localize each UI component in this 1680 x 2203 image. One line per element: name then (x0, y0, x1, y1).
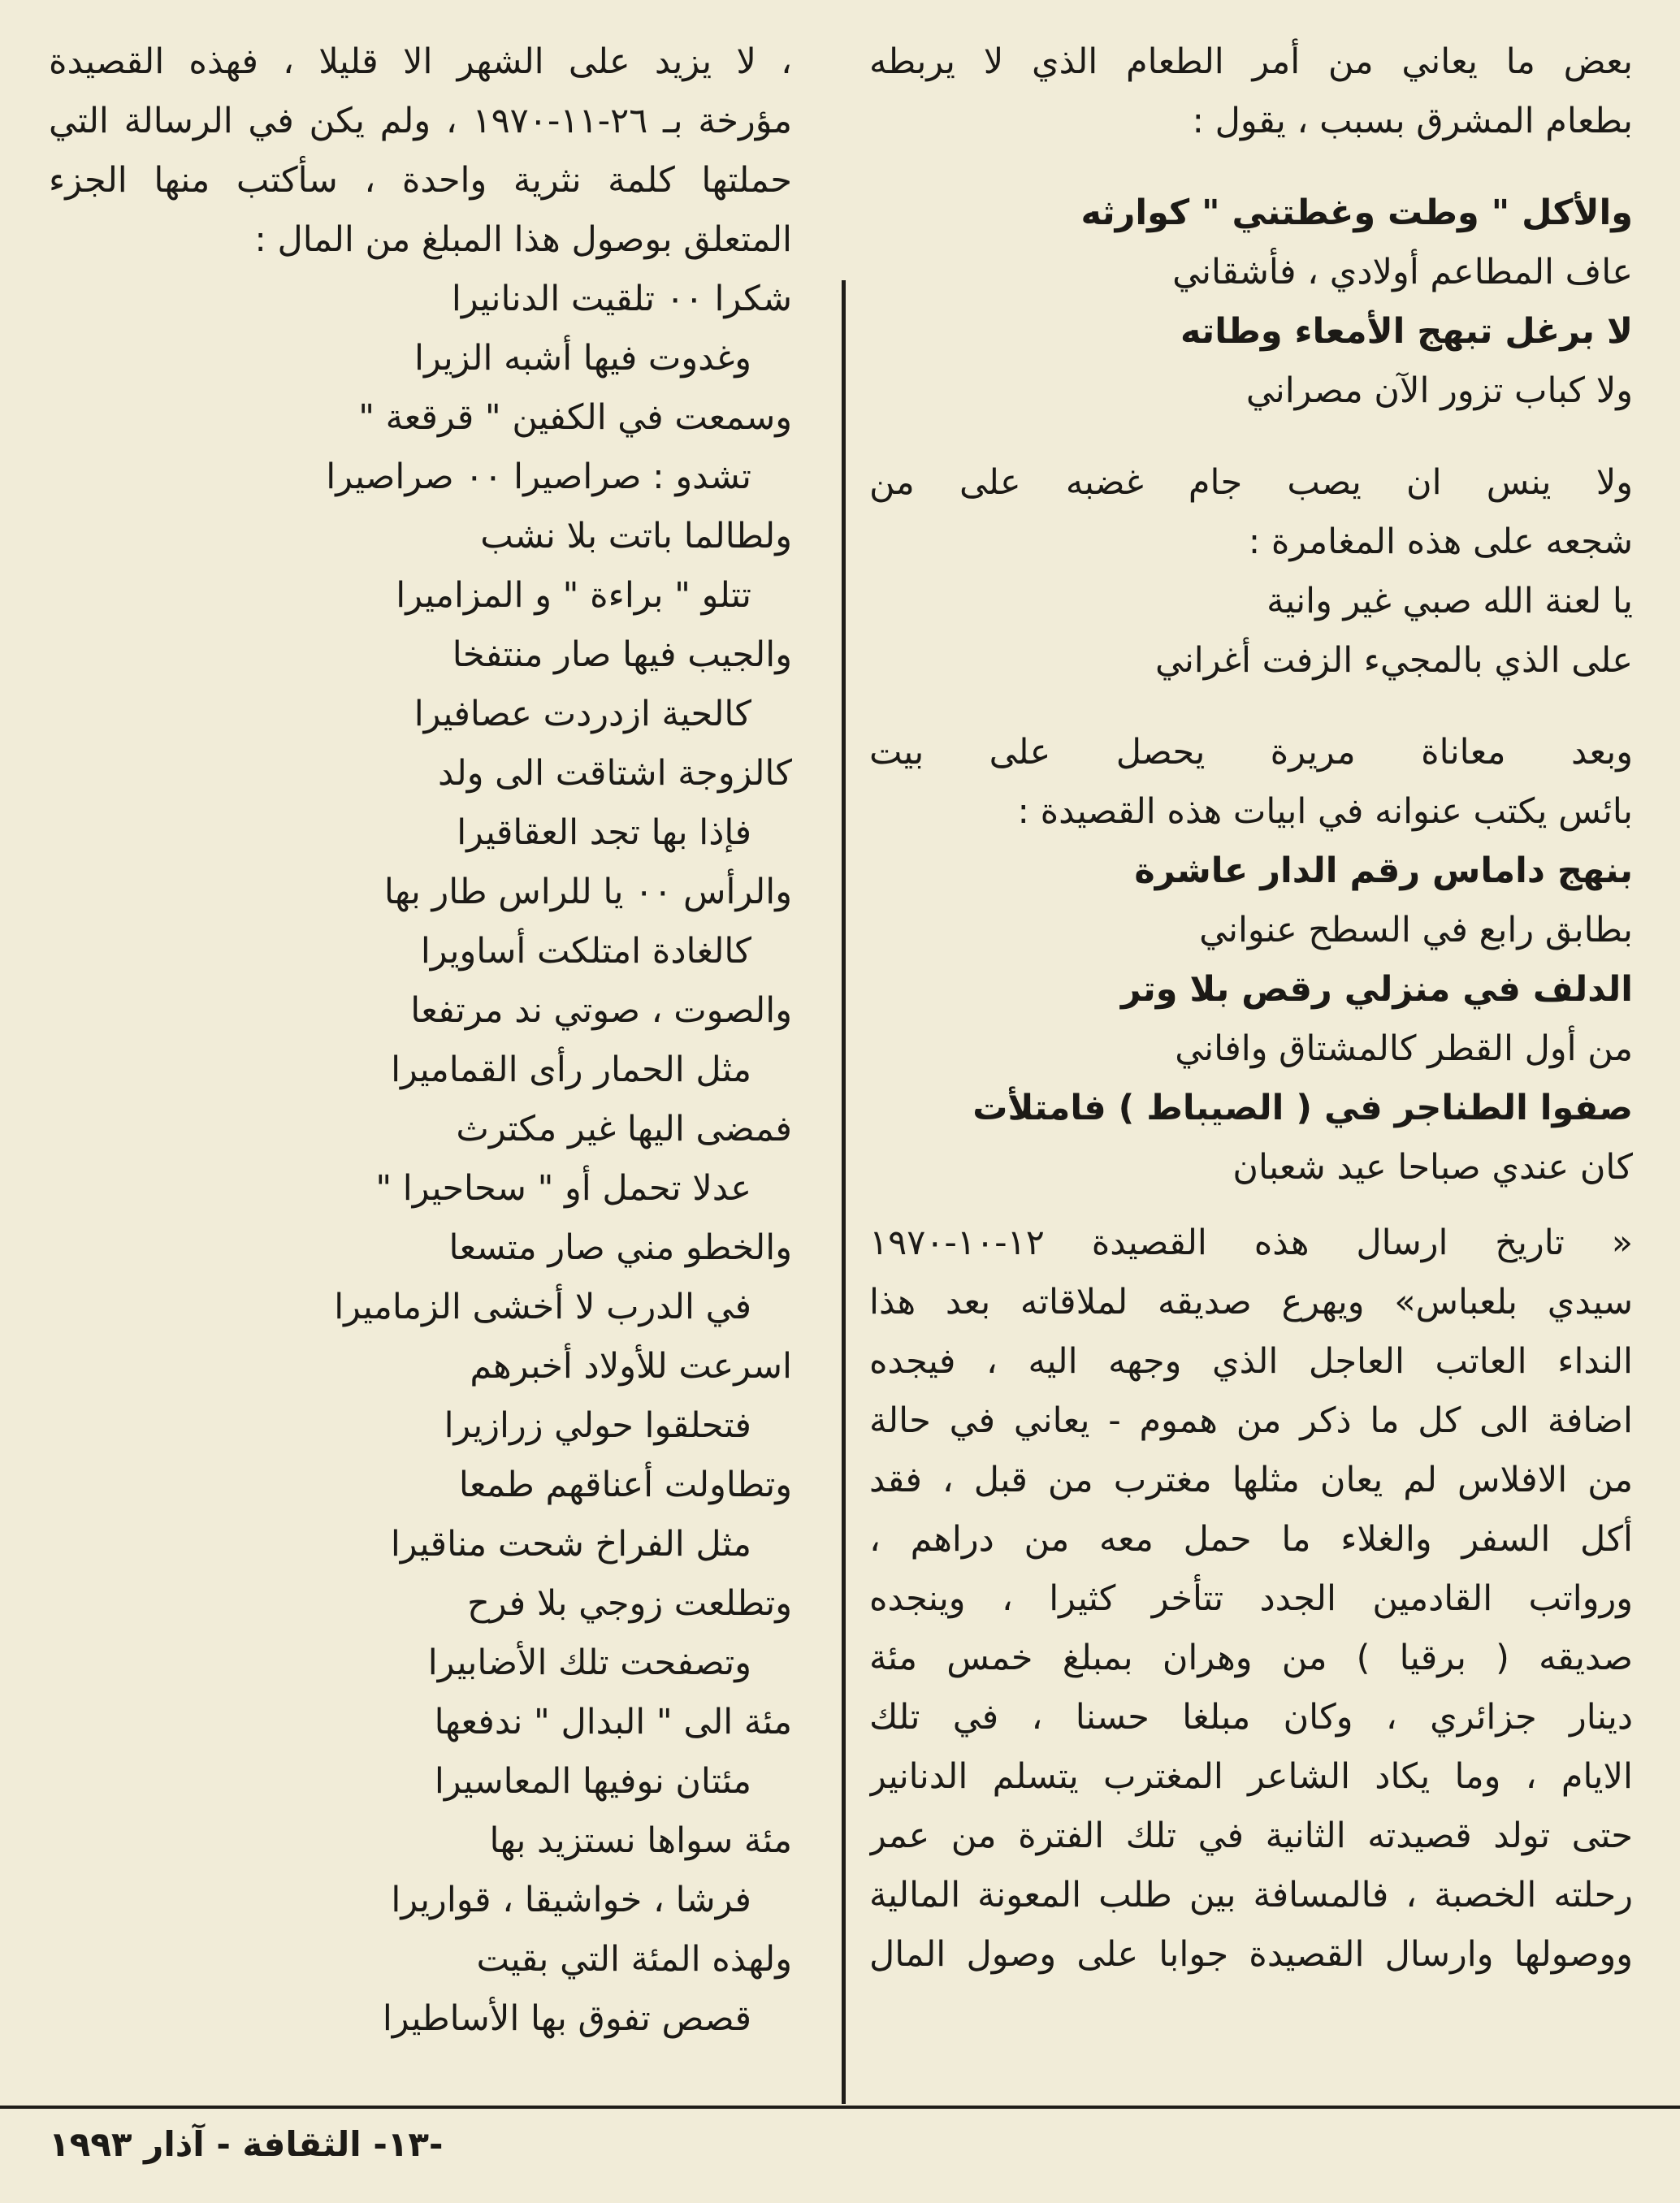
poem-line: وغدوت فيها أشبه الزيرا (414, 338, 751, 379)
poem-line: ولا كباب تزور الآن مصراني (1245, 370, 1633, 411)
poem-line: عدلا تحمل أو " سحاحيرا " (375, 1168, 751, 1209)
page-number: -١٣- (373, 2124, 444, 2164)
prose-line: الايام ، وما يكاد الشاعر المغترب يتسلم الدنانير (869, 1756, 1633, 1797)
prose-line: اضافة الى كل ما ذكر من هموم - يعاني في حالة (869, 1400, 1633, 1441)
poem-line: من أول القطر كالمشتاق وافاني (1175, 1028, 1633, 1069)
prose-line: سيدي بلعباس» ويهرع صديقه لملاقاته بعد هذا (869, 1282, 1633, 1322)
poem-line: عاف المطاعم أولادي ، فأشقاني (1172, 252, 1633, 292)
poem-line: بنهج داماس رقم الدار عاشرة (1134, 850, 1633, 891)
page-footer (49, 2112, 617, 2177)
poem-line: وتطاولت أعناقهم طمعا (458, 1465, 792, 1505)
prose-line: « تاريخ ارسال هذه القصيدة ١٢-١٠-١٩٧٠ (869, 1223, 1633, 1263)
poem-line: تشدو : صراصيرا ٠٠ صراصيرا (326, 457, 751, 497)
left-column (49, 32, 792, 2049)
poem-line: وسمعت في الكفين " قرقعة " (358, 397, 792, 438)
poem-line: مئة الى " البدال " ندفعها (434, 1702, 792, 1742)
poem-line: ولطالما باتت بلا نشب (480, 516, 792, 556)
poem-line: فإذا بها تجد العقاقيرا (457, 812, 751, 853)
poem-line: مثل الحمار رأى القماميرا (391, 1050, 751, 1090)
prose-line: ووصولها وارسال القصيدة جوابا على وصول المال (869, 1934, 1633, 1975)
prose-line: دينار جزائري ، وكان مبلغا حسنا ، في تلك (869, 1697, 1633, 1738)
footer-separator: - (204, 2124, 231, 2164)
spacer (869, 690, 1633, 723)
poem-line: تتلو " براءة " و المزاميرا (396, 575, 751, 616)
poem-line: ولهذه المئة التي بقيت (476, 1939, 792, 1980)
prose-line: حملتها كلمة نثرية واحدة ، سأكتب منها الجزء (49, 160, 792, 201)
poem-line: والصوت ، صوتي ند مرتفعا (410, 990, 792, 1031)
poem-line: قصص تفوق بها الأساطيرا (382, 1998, 751, 2039)
poem-line: كالزوجة اشتاقت الى ولد (438, 753, 792, 794)
prose-line: شجعه على هذه المغامرة : (1248, 522, 1633, 562)
footer-rule (0, 2106, 1680, 2109)
prose-line: ورواتب القادمين الجدد تتأخر كثيرا ، وينجده (869, 1578, 1633, 1619)
poem-line: مئة سواها نستزيد بها (489, 1820, 792, 1861)
magazine-name: الثقافة (242, 2124, 362, 2164)
poem-line: مئتان نوفيها المعاسيرا (434, 1761, 751, 1802)
prose-line: أكل السفر والغلاء ما حمل معه من دراهم ، (869, 1519, 1633, 1560)
poem-line: الدلف في منزلي رقص بلا وتر (1120, 969, 1633, 1010)
poem-line: لا برغل تبهج الأمعاء وطاته (1180, 311, 1633, 352)
poem-line: والخطو مني صار متسعا (448, 1227, 792, 1268)
poem-line: صفوا الطناجر في ( الصيباط ) فامتلأت (972, 1088, 1633, 1128)
prose-line: صديقه ( برقيا ) من وهران بمبلغ خمس مئة (869, 1638, 1633, 1678)
poem-line: بطابق رابع في السطح عنواني (1199, 910, 1633, 950)
poem-line: فمضى اليها غير مكترث (456, 1109, 792, 1149)
poem-line: مثل الفراخ شحت مناقيرا (390, 1524, 751, 1565)
prose-line: من الافلاس لم يعان مثلها مغترب من قبل ، فقد (869, 1460, 1633, 1500)
prose-line: وبعد معاناة مريرة يحصل على بيت (869, 732, 1633, 773)
prose-line: ، لا يزيد على الشهر الا قليلا ، فهذه القصيدة (49, 41, 792, 82)
prose-line: النداء العاتب العاجل الذي وجهه اليه ، فيجده (869, 1341, 1633, 1382)
spacer (869, 1197, 1633, 1214)
poem-line: كالغادة امتلكت أساويرا (420, 931, 751, 972)
poem-line: في الدرب لا أخشى الزماميرا (334, 1287, 751, 1327)
prose-line: رحلته الخصبة ، فالمسافة بين طلب المعونة المالية (869, 1875, 1633, 1915)
prose-line: حتى تولد قصيدته الثانية في تلك الفترة من عمر (869, 1816, 1633, 1856)
prose-line: بعض ما يعاني من أمر الطعام الذي لا يربطه (869, 41, 1633, 82)
right-column (869, 32, 1633, 1984)
prose-line: ولا ينس ان يصب جام غضبه على من (869, 462, 1633, 503)
poem-line: كالحية ازدردت عصافيرا (414, 694, 751, 734)
column-divider (842, 280, 846, 2104)
poem-line: يا لعنة الله صبي غير وانية (1266, 581, 1633, 621)
prose-line: بطعام المشرق بسبب ، يقول : (1192, 101, 1633, 141)
prose-line: المتعلق بوصول هذا المبلغ من المال : (254, 219, 792, 260)
issue-date: آذار ١٩٩٣ (49, 2124, 205, 2164)
poem-line: كان عندي صباحا عيد شعبان (1232, 1147, 1633, 1188)
poem-line: فرشا ، خواشيقا ، قواريرا (391, 1880, 751, 1920)
prose-line: مؤرخة بـ ٢٦-١١-١٩٧٠ ، ولم يكن في الرسالة التي (49, 101, 792, 141)
spacer (869, 421, 1633, 453)
poem-line: اسرعت للأولاد أخبرهم (470, 1346, 792, 1387)
poem-line: والرأس ٠٠ يا للراس طار بها (383, 872, 792, 912)
poem-line: والجيب فيها صار منتفخا (452, 634, 792, 675)
poem-line: شكرا ٠٠ تلقيت الدنانيرا (451, 279, 792, 319)
prose-line: بائس يكتب عنوانه في ابيات هذه القصيدة : (1017, 791, 1633, 832)
poem-line: والأكل " وطت وغطتني " كوارثه (1080, 193, 1633, 233)
poem-line: على الذي بالمجيء الزفت أغراني (1155, 640, 1633, 681)
poem-line: وتصفحت تلك الأضابيرا (427, 1643, 751, 1683)
poem-line: فتحلقوا حولي زرازيرا (444, 1405, 751, 1446)
poem-line: وتطلعت زوجي بلا فرح (467, 1583, 792, 1624)
spacer (869, 151, 1633, 184)
